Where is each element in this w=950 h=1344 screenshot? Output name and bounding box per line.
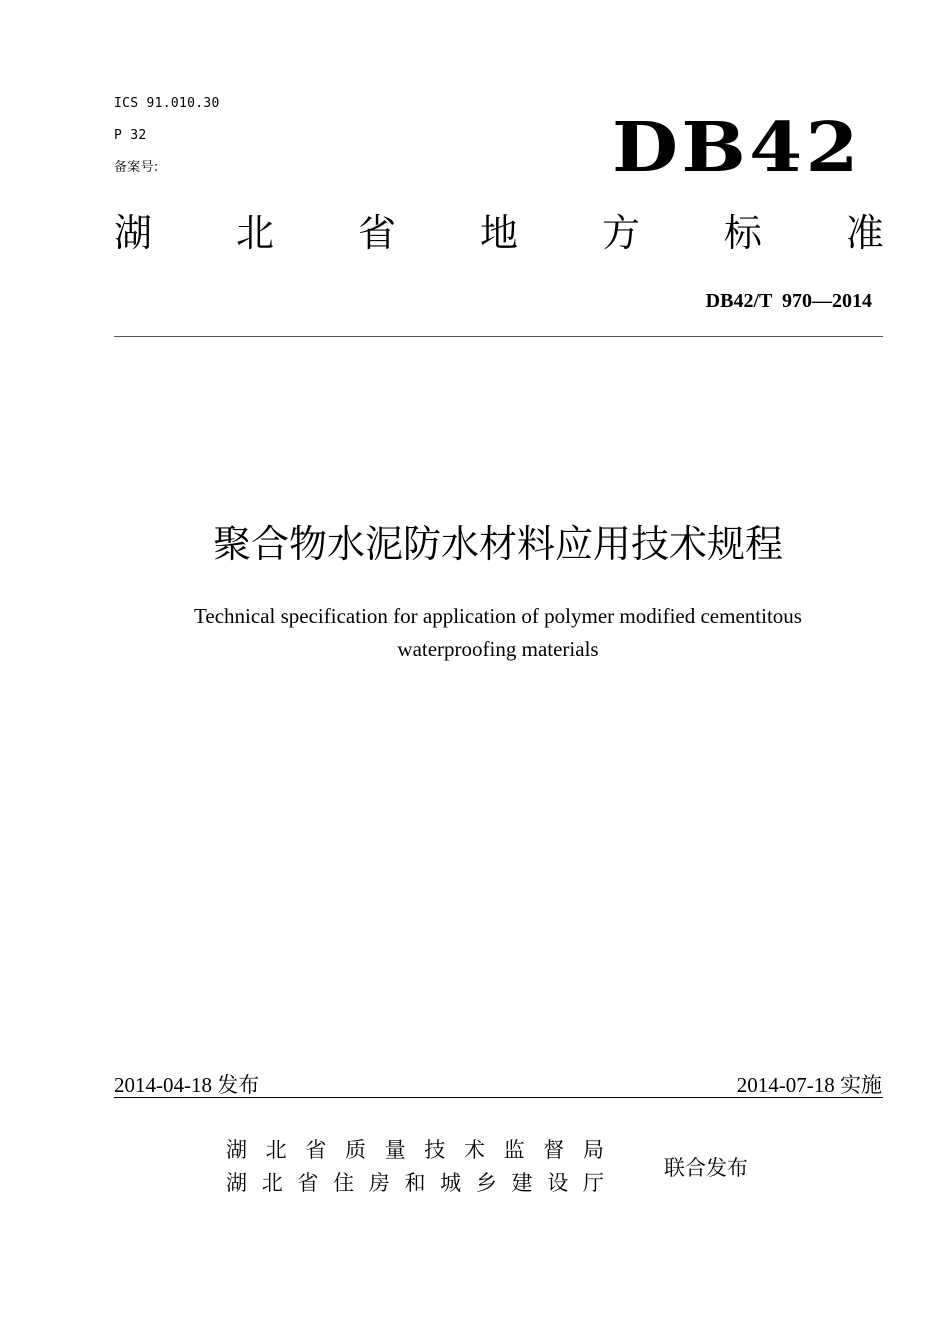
issuer-char: 省 <box>305 1138 327 1162</box>
issuer-char: 技 <box>424 1138 446 1162</box>
issuer-char: 和 <box>404 1171 426 1195</box>
issuer-char: 湖 <box>226 1138 247 1162</box>
standard-type-char: 标 <box>723 211 762 255</box>
issuer-char: 城 <box>440 1171 462 1195</box>
issuer-char: 监 <box>503 1138 525 1162</box>
standard-number: DB42/T 970—2014 <box>705 290 872 312</box>
standard-type-heading <box>114 208 884 258</box>
document-title-english-line2: waterproofing materials <box>397 637 599 661</box>
issuer-char: 督 <box>543 1138 565 1162</box>
ccs-code: P 32 <box>114 128 147 143</box>
filing-number-label: 备案号: <box>114 160 159 175</box>
issuer-char: 质 <box>344 1138 366 1162</box>
issuer-quality-bureau <box>226 1136 604 1164</box>
standard-type-char: 地 <box>479 211 518 255</box>
issuer-char: 建 <box>511 1171 533 1195</box>
joint-release-label: 联合发布 <box>664 1156 748 1180</box>
issuer-char: 厅 <box>582 1171 604 1195</box>
issuer-char: 住 <box>333 1171 355 1195</box>
issuer-char: 北 <box>261 1171 283 1195</box>
issuer-char: 局 <box>582 1138 604 1162</box>
db42-logo: DB42 <box>612 108 862 188</box>
standard-type-char: 方 <box>601 211 640 255</box>
issuer-char: 量 <box>384 1138 406 1162</box>
issuer-housing-department <box>226 1169 604 1197</box>
document-title-english-line1: Technical specification for application of polymer modified cementitous <box>194 604 802 628</box>
issuer-char: 术 <box>463 1138 485 1162</box>
date-divider <box>114 1097 883 1098</box>
header-divider <box>114 336 883 337</box>
issuer-char: 设 <box>547 1171 569 1195</box>
issuer-char: 北 <box>265 1138 287 1162</box>
issuer-char: 省 <box>297 1171 319 1195</box>
standard-type-char: 准 <box>845 211 884 255</box>
issuer-char: 乡 <box>475 1171 497 1195</box>
standard-type-char: 湖 <box>114 211 153 255</box>
issue-date: 2014-04-18 发布 <box>114 1073 260 1097</box>
issuer-char: 湖 <box>226 1171 247 1195</box>
document-title-chinese: 聚合物水泥防水材料应用技术规程 <box>212 522 783 566</box>
standard-type-char: 北 <box>235 211 274 255</box>
issuer-char: 房 <box>368 1171 390 1195</box>
standard-type-char: 省 <box>357 211 396 255</box>
ics-code: ICS 91.010.30 <box>114 96 220 111</box>
implementation-date: 2014-07-18 实施 <box>736 1073 882 1097</box>
